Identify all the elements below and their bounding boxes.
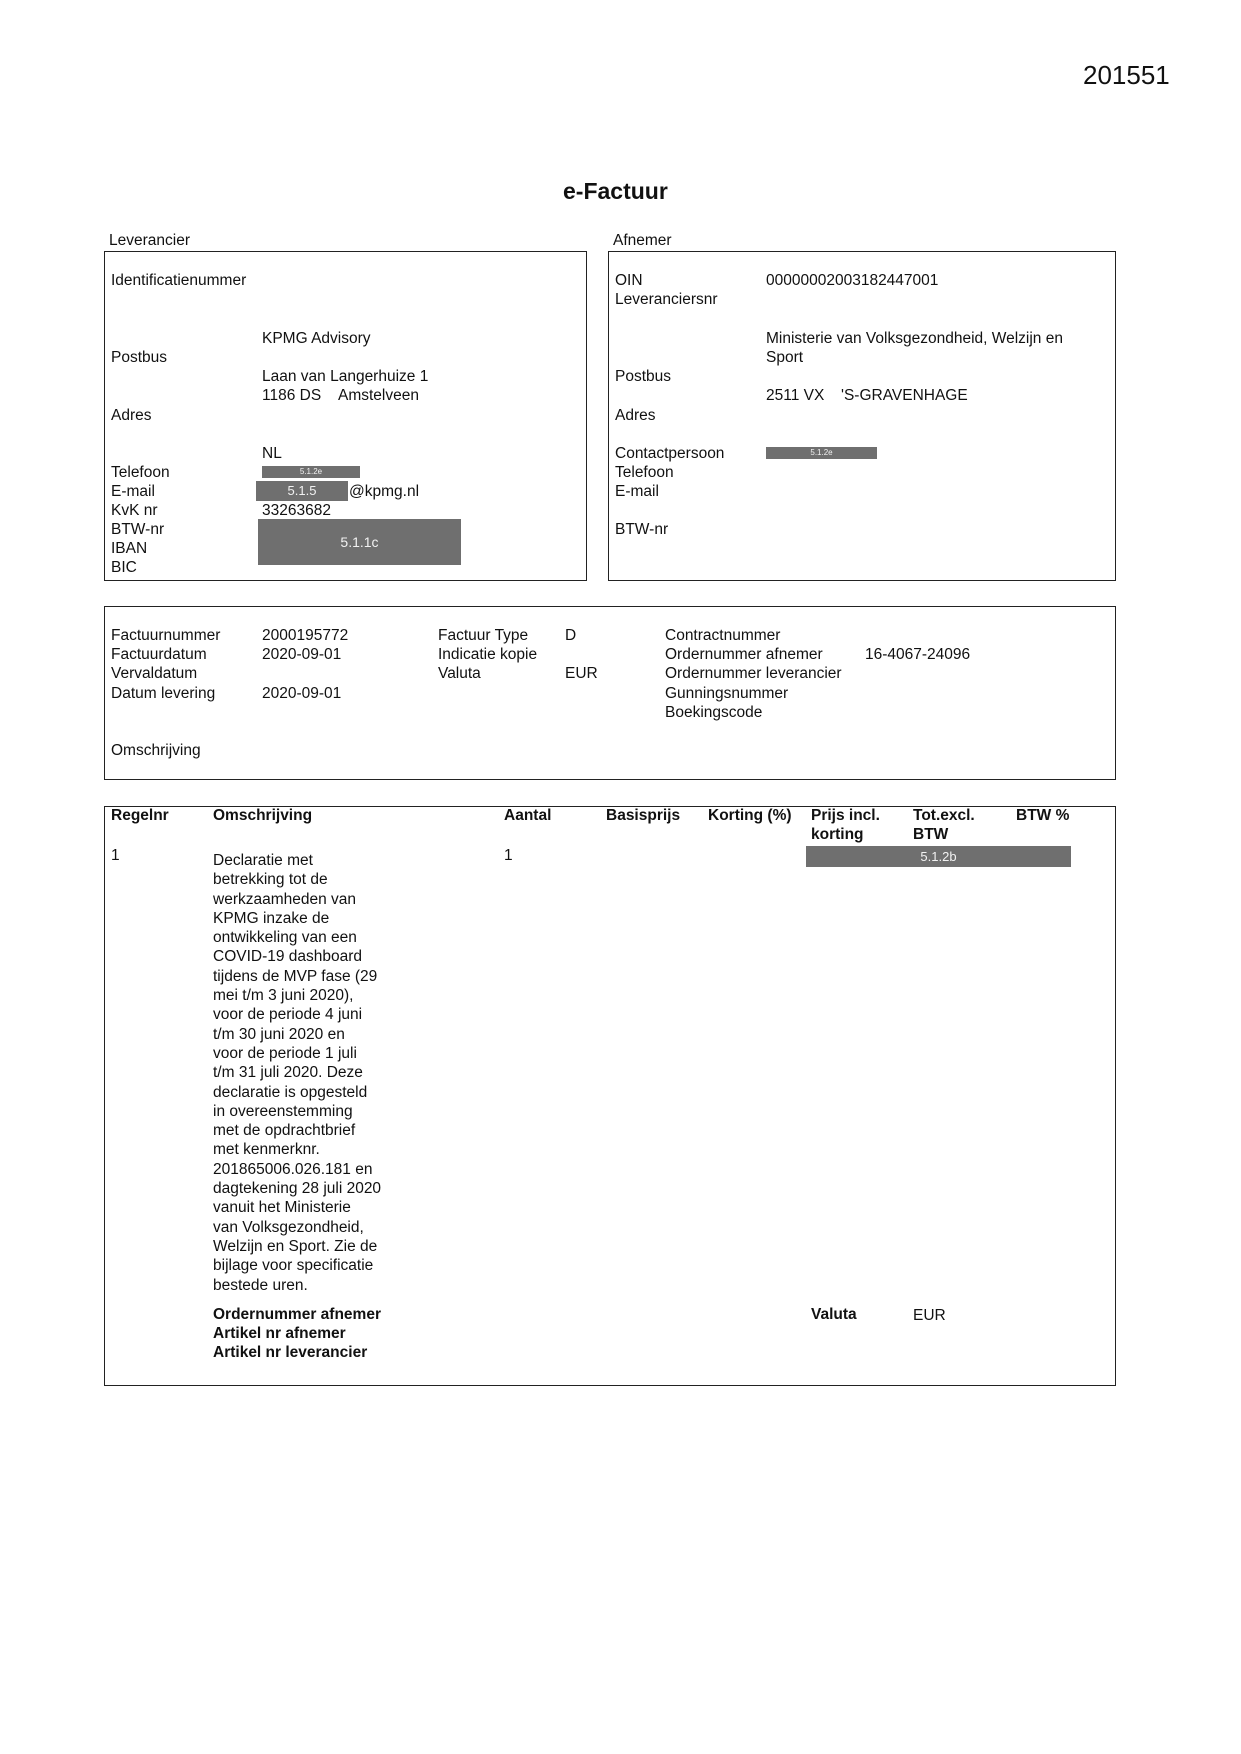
invoice-verval-label: Vervaldatum [111, 665, 198, 682]
supplier-email-label: E-mail [111, 483, 155, 500]
redaction-line-amounts: 5.1.2b [806, 846, 1071, 867]
invoice-gunning-label: Gunningsnummer [665, 685, 789, 702]
invoice-order-afnemer-value: 16-4067-24096 [865, 646, 971, 663]
col-header-prijs-line1: Prijs incl. [811, 807, 880, 824]
supplier-adres-label: Adres [111, 407, 152, 424]
customer-leveranciersnr-label: Leveranciersnr [615, 291, 718, 308]
line-footer-order-label: Ordernummer afnemer [213, 1306, 381, 1323]
supplier-iban-label: IBAN [111, 540, 148, 557]
invoice-details-box [104, 606, 1116, 780]
col-header-tot-line1: Tot.excl. [913, 807, 975, 824]
invoice-type-label: Factuur Type [438, 627, 529, 644]
line-footer-artikel-afnemer-label: Artikel nr afnemer [213, 1325, 346, 1342]
customer-oin-label: OIN [615, 272, 643, 289]
col-header-korting: Korting (%) [708, 807, 792, 824]
supplier-heading: Leverancier [109, 232, 190, 249]
supplier-city: Amstelveen [338, 387, 419, 404]
line-footer-valuta-value: EUR [913, 1307, 946, 1324]
customer-email-label: E-mail [615, 483, 659, 500]
invoice-kopie-label: Indicatie kopie [438, 646, 538, 663]
col-header-aantal: Aantal [504, 807, 552, 824]
redaction-phone: 5.1.2e [262, 466, 360, 478]
supplier-email-domain: @kpmg.nl [349, 483, 420, 500]
supplier-id-label: Identificatienummer [111, 272, 247, 289]
invoice-levering-label: Datum levering [111, 685, 216, 702]
customer-heading: Afnemer [613, 232, 672, 249]
invoice-valuta-label: Valuta [438, 665, 481, 682]
invoice-datum-value: 2020-09-01 [262, 646, 342, 663]
customer-postbus-label: Postbus [615, 368, 672, 385]
col-header-omschrijving: Omschrijving [213, 807, 313, 824]
line-aantal: 1 [504, 847, 513, 864]
line-footer-artikel-leverancier-label: Artikel nr leverancier [213, 1344, 368, 1361]
redaction-bank-details: 5.1.1c [258, 519, 461, 565]
col-header-basisprijs: Basisprijs [606, 807, 681, 824]
invoice-boeking-label: Boekingscode [665, 704, 763, 721]
invoice-type-value: D [565, 627, 577, 644]
customer-telefoon-label: Telefoon [615, 464, 674, 481]
invoice-nummer-label: Factuurnummer [111, 627, 221, 644]
redaction-contact: 5.1.2e [766, 447, 877, 459]
invoice-datum-label: Factuurdatum [111, 646, 207, 663]
supplier-kvk-value: 33263682 [262, 502, 331, 519]
customer-btw-label: BTW-nr [615, 521, 669, 538]
col-header-tot-line2: BTW [913, 826, 949, 843]
customer-contact-label: Contactpersoon [615, 445, 725, 462]
supplier-name: KPMG Advisory [262, 330, 371, 347]
invoice-order-leverancier-label: Ordernummer leverancier [665, 665, 842, 682]
customer-adres-label: Adres [615, 407, 656, 424]
supplier-kvk-label: KvK nr [111, 502, 158, 519]
supplier-country: NL [262, 445, 282, 462]
customer-city: 'S-GRAVENHAGE [841, 387, 968, 404]
invoice-order-afnemer-label: Ordernummer afnemer [665, 646, 823, 663]
invoice-omschrijving-label: Omschrijving [111, 742, 201, 759]
customer-postcode: 2511 VX [766, 387, 825, 404]
customer-name-line1: Ministerie van Volksgezondheid, Welzijn en [766, 330, 1063, 347]
supplier-street: Laan van Langerhuize 1 [262, 368, 429, 385]
supplier-btw-label: BTW-nr [111, 521, 165, 538]
customer-oin-value: 00000002003182447001 [766, 272, 939, 289]
customer-name-line2: Sport [766, 349, 804, 366]
supplier-postbus-label: Postbus [111, 349, 168, 366]
supplier-postcode: 1186 DS [262, 387, 322, 404]
invoice-valuta-value: EUR [565, 665, 598, 682]
line-footer-valuta-label: Valuta [811, 1306, 857, 1323]
invoice-levering-value: 2020-09-01 [262, 685, 342, 702]
redaction-email: 5.1.5 [256, 481, 348, 501]
col-header-regelnr: Regelnr [111, 807, 169, 824]
invoice-contract-label: Contractnummer [665, 627, 781, 644]
document-number: 201551 [1083, 60, 1170, 90]
page-title: e-Factuur [563, 178, 668, 204]
line-regelnr: 1 [111, 847, 120, 864]
col-header-prijs-line2: korting [811, 826, 864, 843]
line-description: Declaratie met betrekking tot de werkzaamheden van KPMG inzake de ontwikkeling van een COVID-19 dashboard tijdens de MVP fase (29 mei t/m 3 juni 2020), voor de periode 4 juni t/m 30 juni 2020 en voor de periode 1 juli t/m 31 juli 2020. Deze declaratie is opgesteld in overeenstemming met de opdrachtbrief met kenmerknr. 201865006.026.181 en dagtekening 28 juli 2020 vanuit het Ministerie van Volksgezondheid, Welzijn en Sport. Zie de bijlage voor specificatie bestede uren. [213, 852, 382, 1294]
supplier-telefoon-label: Telefoon [111, 464, 170, 481]
invoice-nummer-value: 2000195772 [262, 627, 349, 644]
supplier-bic-label: BIC [111, 559, 137, 576]
col-header-btw: BTW % [1016, 807, 1070, 824]
